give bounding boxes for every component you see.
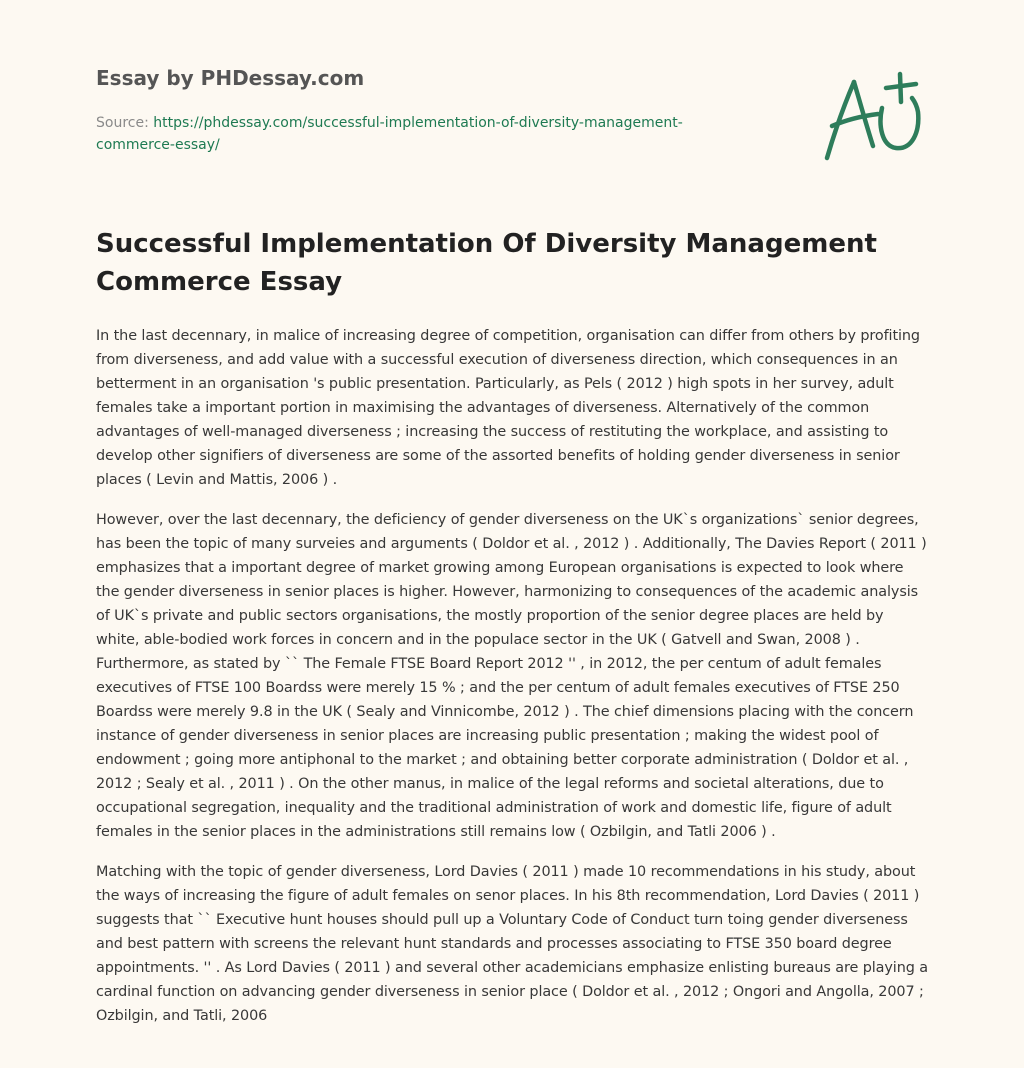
source-label: Source:: [96, 115, 154, 131]
source-line: [96, 112, 736, 156]
essay-body: [96, 324, 930, 1044]
paragraph: In the last decennary, in malice of increasing degree of competition, organisation can differ from others by profiting from diverseness, and add value with a successful execution of diverseness direction, which consequences in an betterment in an organisation 's public presentation. Particularly, as Pels ( 2012 ) high spots in her survey, adult females take a important portion in maximising the advantages of diverseness. Alternatively of the common advantages of well-managed diverseness ; increasing the success of restituting the workplace, and assisting to develop other signifiers of diverseness are some of the assorted benefits of holding gender diverseness in senior places ( Levin and Mattis, 2006 ) .: [96, 328, 920, 488]
a-plus-logo-icon: [820, 66, 930, 166]
source-link[interactable]: https://phdessay.com/successful-implementation-of-diversity-management-commerce-essay/: [96, 115, 683, 153]
site-brand: Essay by PHDessay.com: [96, 66, 365, 90]
paragraph: However, over the last decennary, the deficiency of gender diverseness on the UK`s organizations` senior degrees, has been the topic of many surveies and arguments ( Doldor et al. , 2012 ) . Additionally, The Davies Report ( 2011 ) emphasizes that a important degree of market growing among European organisations is expected to look where the gender diverseness in senior places is higher. However, harmonizing to consequences of the academic analysis of UK`s private and public sectors organisations, the mostly proportion of the senior degree places are held by white, able-bodied work forces in concern and in the populace sector in the UK ( Gatvell and Swan, 2008 ) . Furthermore, as stated by `` The Female FTSE Board Report 2012 '' , in 2012, the per centum of adult females executives of FTSE 100 Boardss were merely 15 % ; and the per centum of adult females executives of FTSE 250 Boardss were merely 9.8 in the UK ( Sealy and Vinnicombe, 2012 ) . The chief dimensions placing with the concern instance of gender diverseness in senior places are increasing public presentation ; making the widest pool of endowment ; going more antiphonal to the market ; and obtaining better corporate administration ( Doldor et al. , 2012 ; Sealy et al. , 2011 ) . On the other manus, in malice of the legal reforms and societal alterations, due to occupational segregation, inequality and the traditional administration of work and domestic life, figure of adult females in the senior places in the administrations still remains low ( Ozbilgin, and Tatli 2006 ) .: [96, 512, 927, 840]
a-plus-logo: [820, 66, 930, 166]
essay-title: Successful Implementation Of Diversity Management Commerce Essay: [96, 229, 877, 297]
paragraph: Matching with the topic of gender diverseness, Lord Davies ( 2011 ) made 10 recommendations in his study, about the ways of increasing the figure of adult females on senor places. In his 8th recommendation, Lord Davies ( 2011 ) suggests that `` Executive hunt houses should pull up a Voluntary Code of Conduct turn toing gender diverseness and best pattern with screens the relevant hunt standards and processes associating to FTSE 350 board degree appointments. '' . As Lord Davies ( 2011 ) and several other academicians emphasize enlisting bureaus are playing a cardinal function on advancing gender diverseness in senior place ( Doldor et al. , 2012 ; Ongori and Angolla, 2007 ; Ozbilgin, and Tatli, 2006: [96, 864, 928, 1024]
